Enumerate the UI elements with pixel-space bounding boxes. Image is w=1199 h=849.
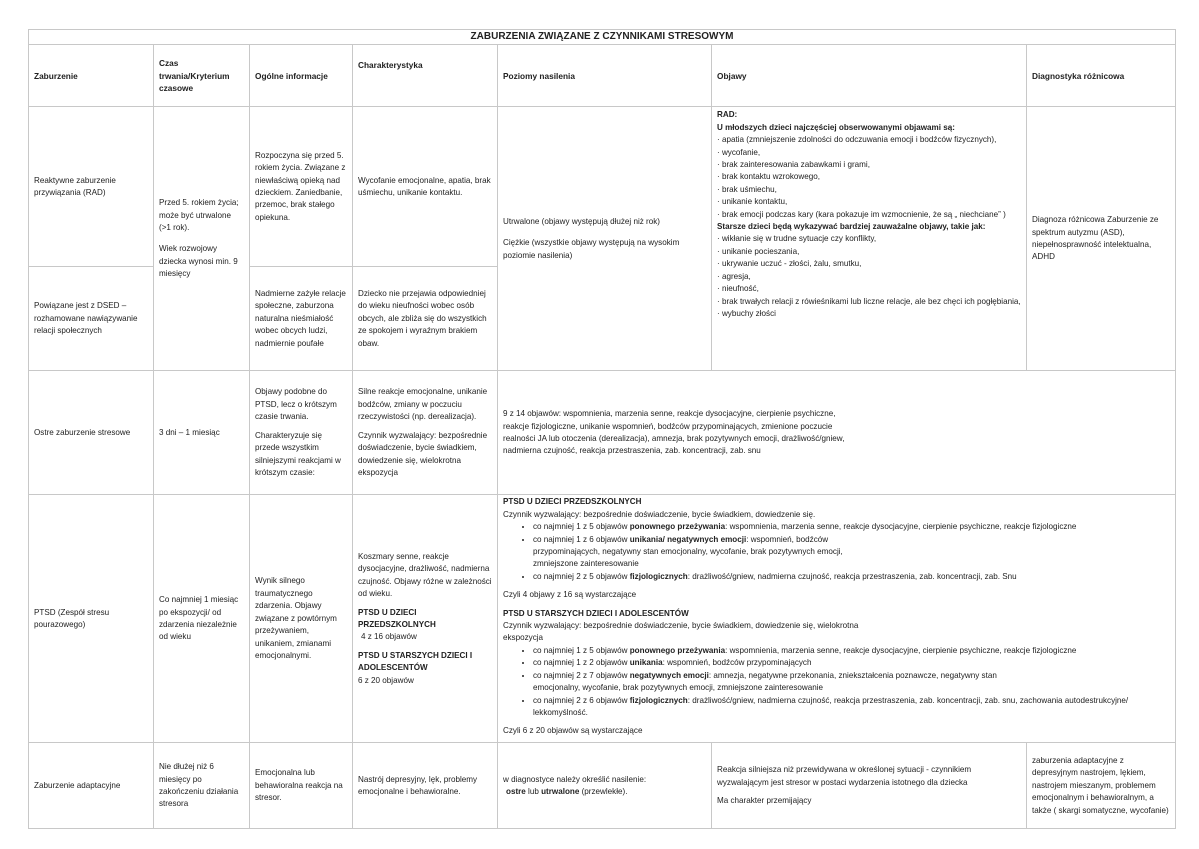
rad-char: Wycofanie emocjonalne, apatia, brak uśmiechu, unikanie kontaktu. xyxy=(353,107,498,267)
dsed-name: Powiązane jest z DSED – rozhamowane nawiązywanie relacji społecznych xyxy=(29,267,154,371)
ostre-ogolne-text: Objawy podobne do PTSD, lecz o krótszym czasie trwania. xyxy=(255,387,337,422)
header-zaburzenie: Zaburzenie xyxy=(29,45,154,107)
ptsd-name: PTSD (Zespół stresu pourazowego) xyxy=(29,495,154,743)
rad-objawy xyxy=(712,107,1027,371)
ptsd-ogolne: Wynik silnego traumatycznego zdarzenia. Objawy związane z powtórnym przeżywaniem, unikaniem, zmianami emocjonalnymi. xyxy=(250,495,353,743)
list-item: · agresja, xyxy=(717,271,751,281)
ptsd-char-text: Koszmary senne, reakcje dysocjacyjne, drażliwość, nadmierna czujność. Objawy różne w zależności od wieku. xyxy=(358,551,492,599)
rad-poziomy-text: Utrwalone (objawy występują dłużej niż rok) xyxy=(503,216,660,226)
ostre-czas: 3 dni – 1 miesiąc xyxy=(154,371,250,495)
list-item: · unikanie pocieszania, xyxy=(717,246,800,256)
rad-czas xyxy=(154,107,250,371)
list-item: · brak uśmiechu, xyxy=(717,184,777,194)
list-item: • co najmniej 1 z 6 objawów unikania/ negatywnych emocji: wspomnień, bodźców przypominających, negatywny stan emocjonalny, wycofanie, brak pozytywnych emocji, zmniejszone zainteresowanie xyxy=(533,534,863,571)
adapt-poziomy-text: w diagnostyce należy określić nasilenie: xyxy=(503,774,647,784)
ptsd-pre-trigger: Czynnik wyzwalający: bezpośrednie doświadczenie, bycie świadkiem, dowiedzenie się. xyxy=(503,509,816,519)
header-czas: Czas trwania/Kryterium czasowe xyxy=(154,45,250,107)
ptsd-char-old-title: PTSD U STARSZYCH DZIECI I ADOLESCENTÓW xyxy=(358,650,473,673)
header-objawy: Objawy xyxy=(712,45,1027,107)
ostre-char xyxy=(353,371,498,495)
list-item: · wybuchy złości xyxy=(717,308,776,318)
ostre-name: Ostre zaburzenie stresowe xyxy=(29,371,154,495)
list-item: · brak kontaktu wzrokowego, xyxy=(717,172,821,182)
rad-objawy-old: Starsze dzieci będą wykazywać bardziej zauważalne objawy, takie jak: xyxy=(717,222,986,232)
ostre-char-text2: Czynnik wyzwalający: bezpośrednie doświadczenie, bycie świadkiem, dowiedzenie się, wielokrotna ekspozycja xyxy=(358,430,488,477)
dsed-char: Dziecko nie przejawia odpowiedniej do wieku nieufności wobec osób obcych, ale zbliża się do wszystkich ze spokojem i wyraźnym brakiem obaw. xyxy=(353,267,498,371)
list-item: · unikanie kontaktu, xyxy=(717,197,788,207)
rad-name: Reaktywne zaburzenie przywiązania (RAD) xyxy=(29,107,154,267)
list-item: • co najmniej 2 z 7 objawów negatywnych emocji: amnezja, negatywne przekonania, zniekształcenia poznawcze, negatywny stan emocjonalny, wycofanie, brak pozytywnych emocji, zmniejszone zainteresowanie xyxy=(533,670,1043,695)
list-item: · wycofanie, xyxy=(717,147,761,157)
header-ogolne: Ogólne informacje xyxy=(250,45,353,107)
ptsd-pre-title: PTSD U DZIECI PRZEDSZKOLNYCH xyxy=(503,497,642,507)
ptsd-char xyxy=(353,495,498,743)
adapt-diag: zaburzenia adaptacyjne z depresyjnym nastrojem, lękiem, nastrojem mieszanym, problemem emocjonalnym i behawioralnym, a także ( skargi somatyczne, wycofanie) xyxy=(1027,743,1176,829)
list-item: · ukrywanie uczuć - złości, żalu, smutku, xyxy=(717,259,862,269)
adapt-poziomy xyxy=(498,743,712,829)
ptsd-old-list xyxy=(503,645,1170,719)
stress-disorders-table xyxy=(28,29,1176,829)
header-charakterystyka: Charakterystyka xyxy=(353,45,498,107)
list-item: · nieufność, xyxy=(717,284,759,294)
table-title: ZABURZENIA ZWIĄZANE Z CZYNNIKAMI STRESOWYM xyxy=(29,30,1176,45)
adapt-objawy-text2: Ma charakter przemijający xyxy=(717,796,812,806)
list-item: • co najmniej 1 z 5 objawów ponownego przeżywania: wspomnienia, marzenia senne, reakcje dysocjacyjne, cierpienie psychiczne, reakcje fizjologiczne xyxy=(533,521,1170,533)
rad-czas-text2: Wiek rozwojowy dziecka wynosi min. 9 miesięcy xyxy=(159,244,238,279)
header-diagnostyka: Diagnostyka różnicowa xyxy=(1027,45,1176,107)
ptsd-char-pre-title: PTSD U DZIECI PRZEDSZKOLNYCH xyxy=(358,607,436,629)
ptsd-char-pre-val: 4 z 16 objawów xyxy=(361,632,417,642)
rad-objawy-title: RAD: xyxy=(717,110,738,120)
rad-poziomy-text2: Ciężkie (wszystkie objawy występują na wysokim poziomie nasilenia) xyxy=(503,238,680,260)
adapt-objawy xyxy=(712,743,1027,829)
ptsd-old-sum: Czyli 6 z 20 objawów są wystarczające xyxy=(503,726,643,736)
adapt-czas: Nie dłużej niż 6 miesięcy po zakończeniu działania stresora xyxy=(154,743,250,829)
adapt-char: Nastrój depresyjny, lęk, problemy emocjonalne i behawioralne. xyxy=(353,743,498,829)
list-item: • co najmniej 2 z 6 objawów fizjologicznych: drażliwość/gniew, nadmierna czujność, reakcja przestraszenia, zab. koncentracji, zab. snu, zachowania autodestrukcyjne/ lekkomyślność. xyxy=(533,695,1170,720)
ptsd-old-trigger: Czynnik wyzwalający: bezpośrednie doświadczenie, bycie świadkiem, dowiedzenie się, wielokrotna ekspozycja xyxy=(503,621,859,643)
adapt-objawy-text: Reakcja silniejsza niż przewidywana w określonej sytuacji - czynnikiem wyzwalającym jest stresor w postaci wydarzenia istotnego dla dziecka xyxy=(717,765,972,787)
list-item: · brak zainteresowania zabawkami i grami, xyxy=(717,160,870,170)
ptsd-old-title: PTSD U STARSZYCH DZIECI I ADOLESCENTÓW xyxy=(503,608,689,618)
ostre-ogolne-text2: Charakteryzuje się przede wszystkim silniejszymi reakcjami w krótszym czasie: xyxy=(255,430,341,477)
adapt-ogolne: Emocjonalna lub behawioralna reakcja na stresor. xyxy=(250,743,353,829)
ptsd-czas: Co najmniej 1 miesiąc po ekspozycji/ od zdarzenia niezależnie od wieku xyxy=(154,495,250,743)
list-item: · brak trwałych relacji z rówieśnikami lub liczne relacje, ale bez chęci ich pogłębiania, xyxy=(717,296,1021,306)
ptsd-pre-sum: Czyli 4 objawy z 16 są wystarczające xyxy=(503,590,637,600)
rad-diag: Diagnoza różnicowa Zaburzenie ze spektrum autyzmu (ASD), niepełnosprawność intelektualna, ADHD xyxy=(1027,107,1176,371)
ostre-objawy-text: 9 z 14 objawów: wspomnienia, marzenia senne, reakcje dysocjacyjne, cierpienie psychiczne, reakcje fizjologiczne, unikanie wspomnień, bodźców przypominających, zmienione poczucie realności JA lub otoczenia (derealizacja), amnezja, brak pozytywnych emocji, drażliwość/gniew, nadmierna czujność, reakcja przestraszenia, zab. koncentracji, zab. snu xyxy=(503,409,845,456)
adapt-poziomy-levels: ostre lub utrwalone (przewlekłe). xyxy=(506,786,628,796)
ostre-ogolne xyxy=(250,371,353,495)
ostre-char-text: Silne reakcje emocjonalne, unikanie bodźców, zmiany w poczuciu rzeczywistości (np. derealizacja). xyxy=(358,387,488,422)
ostre-objawy xyxy=(498,371,1176,495)
rad-poziomy xyxy=(498,107,712,371)
ptsd-char-old-val: 6 z 20 objawów xyxy=(358,675,414,685)
rad-czas-text: Przed 5. rokiem życia; może być utrwalone (>1 rok). xyxy=(159,198,239,232)
ptsd-pre-list xyxy=(503,521,1170,583)
list-item: · brak emocji podczas kary (kara pokazuje im wzmocnienie, że są „ niechciane” ) xyxy=(717,209,1006,219)
rad-objawy-young: U młodszych dzieci najczęściej obserwowanymi objawami są: xyxy=(717,122,955,132)
list-item: • co najmniej 1 z 5 objawów ponownego przeżywania: wspomnienia, marzenia senne, reakcje dysocjacyjne, cierpienie psychiczne, reakcje fizjologiczne xyxy=(533,645,1170,657)
list-item: • co najmniej 1 z 2 objawów unikania: wspomnień, bodźców przypominających xyxy=(533,657,1170,669)
list-item: · wikłanie się w trudne sytuacje czy konflikty, xyxy=(717,234,877,244)
list-item: · apatia (zmniejszenie zdolności do odczuwania emocji i bodźców fizycznych), xyxy=(717,135,997,145)
header-poziomy: Poziomy nasilenia xyxy=(498,45,712,107)
adapt-name: Zaburzenie adaptacyjne xyxy=(29,743,154,829)
list-item: • co najmniej 2 z 5 objawów fizjologicznych: drażliwość/gniew, nadmierna czujność, reakcja przestraszenia, zab. koncentracji, zab. Snu xyxy=(533,571,1170,583)
dsed-ogolne: Nadmierne zażyłe relacje społeczne, zaburzona naturalna nieśmiałość wobec obcych ludzi, nadmiernie poufałe xyxy=(250,267,353,371)
rad-ogolne: Rozpoczyna się przed 5. rokiem życia. Związane z niewłaściwą opieką nad dzieckiem. Zaniedbanie, przemoc, brak stałego opiekuna. xyxy=(250,107,353,267)
ptsd-objawy xyxy=(498,495,1176,743)
